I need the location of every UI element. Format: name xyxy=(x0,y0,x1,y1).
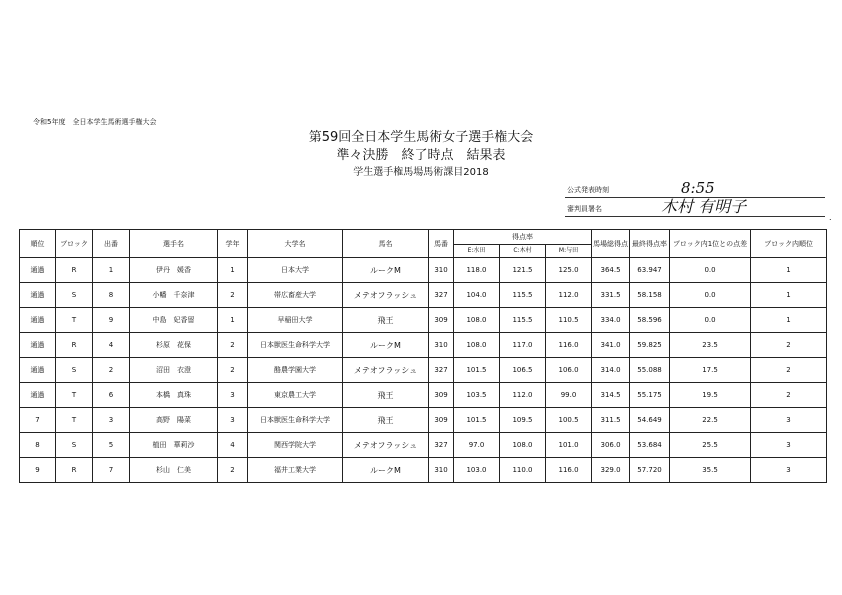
col-university: 大学名 xyxy=(248,230,343,258)
judge-signature-row xyxy=(565,197,825,217)
col-judge-e: E:水田 xyxy=(454,245,500,258)
page-subtitle: 準々決勝 終了時点 結果表 xyxy=(336,148,506,163)
total-cell: 364.5 xyxy=(592,258,630,283)
col-rank: 順位 xyxy=(20,230,56,258)
block-cell: T xyxy=(56,408,93,433)
horse-no-cell: 310 xyxy=(429,333,454,358)
horse-no-cell: 327 xyxy=(429,283,454,308)
final-pct-cell: 53.684 xyxy=(630,433,670,458)
final-pct-cell: 58.158 xyxy=(630,283,670,308)
horse-cell: 飛王 xyxy=(343,383,429,408)
official-announcement-block xyxy=(565,178,825,216)
judge-e-cell: 103.5 xyxy=(454,383,500,408)
judge-c-cell: 108.0 xyxy=(500,433,546,458)
judge-e-cell: 97.0 xyxy=(454,433,500,458)
diff-cell: 0.0 xyxy=(670,308,751,333)
judge-m-cell: 100.5 xyxy=(546,408,592,433)
rider-cell: 中島 妃香留 xyxy=(130,308,218,333)
rank-cell: 通過 xyxy=(20,283,56,308)
year-cell: 3 xyxy=(218,408,248,433)
judge-m-cell: 106.0 xyxy=(546,358,592,383)
judge-e-cell: 104.0 xyxy=(454,283,500,308)
year-cell: 2 xyxy=(218,458,248,483)
year-cell: 3 xyxy=(218,383,248,408)
results-table xyxy=(19,229,827,483)
total-cell: 314.0 xyxy=(592,358,630,383)
judge-m-cell: 101.0 xyxy=(546,433,592,458)
total-cell: 314.5 xyxy=(592,383,630,408)
page-title: 第59回全日本学生馬術女子選手権大会 xyxy=(308,130,534,145)
judge-e-cell: 101.5 xyxy=(454,408,500,433)
diff-cell: 22.5 xyxy=(670,408,751,433)
col-horse-no: 馬番 xyxy=(429,230,454,258)
rider-cell: 伊丹 媛香 xyxy=(130,258,218,283)
judge-e-cell: 101.5 xyxy=(454,358,500,383)
table-row xyxy=(20,408,827,433)
block-cell: T xyxy=(56,308,93,333)
total-cell: 331.5 xyxy=(592,283,630,308)
judge-c-cell: 110.0 xyxy=(500,458,546,483)
start-no-cell: 7 xyxy=(93,458,130,483)
start-no-cell: 2 xyxy=(93,358,130,383)
diff-cell: 0.0 xyxy=(670,258,751,283)
horse-no-cell: 327 xyxy=(429,358,454,383)
year-cell: 4 xyxy=(218,433,248,458)
col-total: 馬場総得点 xyxy=(592,230,630,258)
final-pct-cell: 54.649 xyxy=(630,408,670,433)
university-cell: 東京農工大学 xyxy=(248,383,343,408)
judge-e-cell: 103.0 xyxy=(454,458,500,483)
final-pct-cell: 55.088 xyxy=(630,358,670,383)
judge-c-cell: 109.5 xyxy=(500,408,546,433)
university-cell: 日本大学 xyxy=(248,258,343,283)
diff-cell: 23.5 xyxy=(670,333,751,358)
rank-cell: 通過 xyxy=(20,258,56,283)
rider-cell: 植田 華莉沙 xyxy=(130,433,218,458)
judge-c-cell: 117.0 xyxy=(500,333,546,358)
total-cell: 329.0 xyxy=(592,458,630,483)
horse-no-cell: 309 xyxy=(429,308,454,333)
judge-m-cell: 110.5 xyxy=(546,308,592,333)
horse-no-cell: 310 xyxy=(429,258,454,283)
stray-mark: . xyxy=(829,213,832,222)
block-rank-cell: 1 xyxy=(751,258,827,283)
diff-cell: 0.0 xyxy=(670,283,751,308)
block-rank-cell: 1 xyxy=(751,308,827,333)
judge-signature: 木村 有明子 xyxy=(661,197,747,216)
rider-cell: 高野 陽菜 xyxy=(130,408,218,433)
year-cell: 2 xyxy=(218,283,248,308)
rank-cell: 8 xyxy=(20,433,56,458)
judge-m-cell: 116.0 xyxy=(546,458,592,483)
organization-line: 令和5年度 全日本学生馬術選手権大会 xyxy=(33,118,157,126)
col-diff: ブロック内1位との点差 xyxy=(670,230,751,258)
col-judge-c: C:木村 xyxy=(500,245,546,258)
horse-no-cell: 310 xyxy=(429,458,454,483)
table-row xyxy=(20,383,827,408)
judge-c-cell: 115.5 xyxy=(500,308,546,333)
rank-cell: 通過 xyxy=(20,308,56,333)
judge-m-cell: 116.0 xyxy=(546,333,592,358)
rider-cell: 杉原 花保 xyxy=(130,333,218,358)
judge-c-cell: 106.5 xyxy=(500,358,546,383)
start-no-cell: 3 xyxy=(93,408,130,433)
col-year: 学年 xyxy=(218,230,248,258)
judge-m-cell: 112.0 xyxy=(546,283,592,308)
col-judge-m: M:与田 xyxy=(546,245,592,258)
diff-cell: 25.5 xyxy=(670,433,751,458)
start-no-cell: 6 xyxy=(93,383,130,408)
judge-c-cell: 115.5 xyxy=(500,283,546,308)
horse-cell: 飛王 xyxy=(343,308,429,333)
university-cell: 早稲田大学 xyxy=(248,308,343,333)
table-row xyxy=(20,283,827,308)
judge-e-cell: 108.0 xyxy=(454,333,500,358)
diff-cell: 19.5 xyxy=(670,383,751,408)
table-row xyxy=(20,333,827,358)
rank-cell: 7 xyxy=(20,408,56,433)
university-cell: 関西学院大学 xyxy=(248,433,343,458)
col-block: ブロック xyxy=(56,230,93,258)
horse-no-cell: 309 xyxy=(429,383,454,408)
rider-cell: 杉山 仁美 xyxy=(130,458,218,483)
diff-cell: 35.5 xyxy=(670,458,751,483)
total-cell: 306.0 xyxy=(592,433,630,458)
announcement-time-label: 公式発表時刻 xyxy=(567,186,609,194)
final-pct-cell: 63.947 xyxy=(630,258,670,283)
table-row xyxy=(20,433,827,458)
block-cell: R xyxy=(56,458,93,483)
block-rank-cell: 3 xyxy=(751,408,827,433)
judge-c-cell: 112.0 xyxy=(500,383,546,408)
total-cell: 334.0 xyxy=(592,308,630,333)
year-cell: 2 xyxy=(218,358,248,383)
judge-e-cell: 108.0 xyxy=(454,308,500,333)
total-cell: 341.0 xyxy=(592,333,630,358)
final-pct-cell: 59.825 xyxy=(630,333,670,358)
col-score-group: 得点率 xyxy=(454,230,592,245)
table-row xyxy=(20,308,827,333)
horse-cell: メテオフラッシュ xyxy=(343,358,429,383)
start-no-cell: 4 xyxy=(93,333,130,358)
block-cell: R xyxy=(56,333,93,358)
block-rank-cell: 1 xyxy=(751,283,827,308)
horse-cell: メテオフラッシュ xyxy=(343,433,429,458)
header-row xyxy=(20,230,827,245)
judge-e-cell: 118.0 xyxy=(454,258,500,283)
final-pct-cell: 58.596 xyxy=(630,308,670,333)
horse-cell: ルークM xyxy=(343,458,429,483)
col-rider: 選手名 xyxy=(130,230,218,258)
table-row xyxy=(20,358,827,383)
col-block-rank: ブロック内順位 xyxy=(751,230,827,258)
university-cell: 日本獣医生命科学大学 xyxy=(248,333,343,358)
block-rank-cell: 2 xyxy=(751,383,827,408)
block-cell: S xyxy=(56,433,93,458)
start-no-cell: 9 xyxy=(93,308,130,333)
block-cell: R xyxy=(56,258,93,283)
rider-cell: 本橋 真珠 xyxy=(130,383,218,408)
block-rank-cell: 2 xyxy=(751,358,827,383)
final-pct-cell: 57.720 xyxy=(630,458,670,483)
horse-cell: 飛王 xyxy=(343,408,429,433)
horse-no-cell: 309 xyxy=(429,408,454,433)
table-row xyxy=(20,458,827,483)
university-cell: 日本獣医生命科学大学 xyxy=(248,408,343,433)
year-cell: 1 xyxy=(218,258,248,283)
announcement-time-value: 8:55 xyxy=(681,179,715,197)
final-pct-cell: 55.175 xyxy=(630,383,670,408)
judge-m-cell: 125.0 xyxy=(546,258,592,283)
university-cell: 福井工業大学 xyxy=(248,458,343,483)
col-final-pct: 最終得点率 xyxy=(630,230,670,258)
horse-no-cell: 327 xyxy=(429,433,454,458)
university-cell: 帯広畜産大学 xyxy=(248,283,343,308)
col-start-no: 出番 xyxy=(93,230,130,258)
judge-m-cell: 99.0 xyxy=(546,383,592,408)
horse-cell: メテオフラッシュ xyxy=(343,283,429,308)
diff-cell: 17.5 xyxy=(670,358,751,383)
total-cell: 311.5 xyxy=(592,408,630,433)
block-rank-cell: 3 xyxy=(751,458,827,483)
rider-cell: 沼田 衣澄 xyxy=(130,358,218,383)
year-cell: 2 xyxy=(218,333,248,358)
block-cell: T xyxy=(56,383,93,408)
table-row xyxy=(20,258,827,283)
course-name: 学生選手権馬場馬術課目2018 xyxy=(353,167,489,178)
rank-cell: 通過 xyxy=(20,383,56,408)
rider-cell: 小幡 千奈津 xyxy=(130,283,218,308)
start-no-cell: 8 xyxy=(93,283,130,308)
rank-cell: 9 xyxy=(20,458,56,483)
judge-c-cell: 121.5 xyxy=(500,258,546,283)
rank-cell: 通過 xyxy=(20,333,56,358)
rank-cell: 通過 xyxy=(20,358,56,383)
university-cell: 酪農学園大学 xyxy=(248,358,343,383)
judge-signature-label: 審判員署名 xyxy=(567,205,602,213)
block-cell: S xyxy=(56,283,93,308)
horse-cell: ルークM xyxy=(343,333,429,358)
block-rank-cell: 3 xyxy=(751,433,827,458)
start-no-cell: 5 xyxy=(93,433,130,458)
block-rank-cell: 2 xyxy=(751,333,827,358)
year-cell: 1 xyxy=(218,308,248,333)
start-no-cell: 1 xyxy=(93,258,130,283)
col-horse: 馬名 xyxy=(343,230,429,258)
block-cell: S xyxy=(56,358,93,383)
horse-cell: ルークM xyxy=(343,258,429,283)
